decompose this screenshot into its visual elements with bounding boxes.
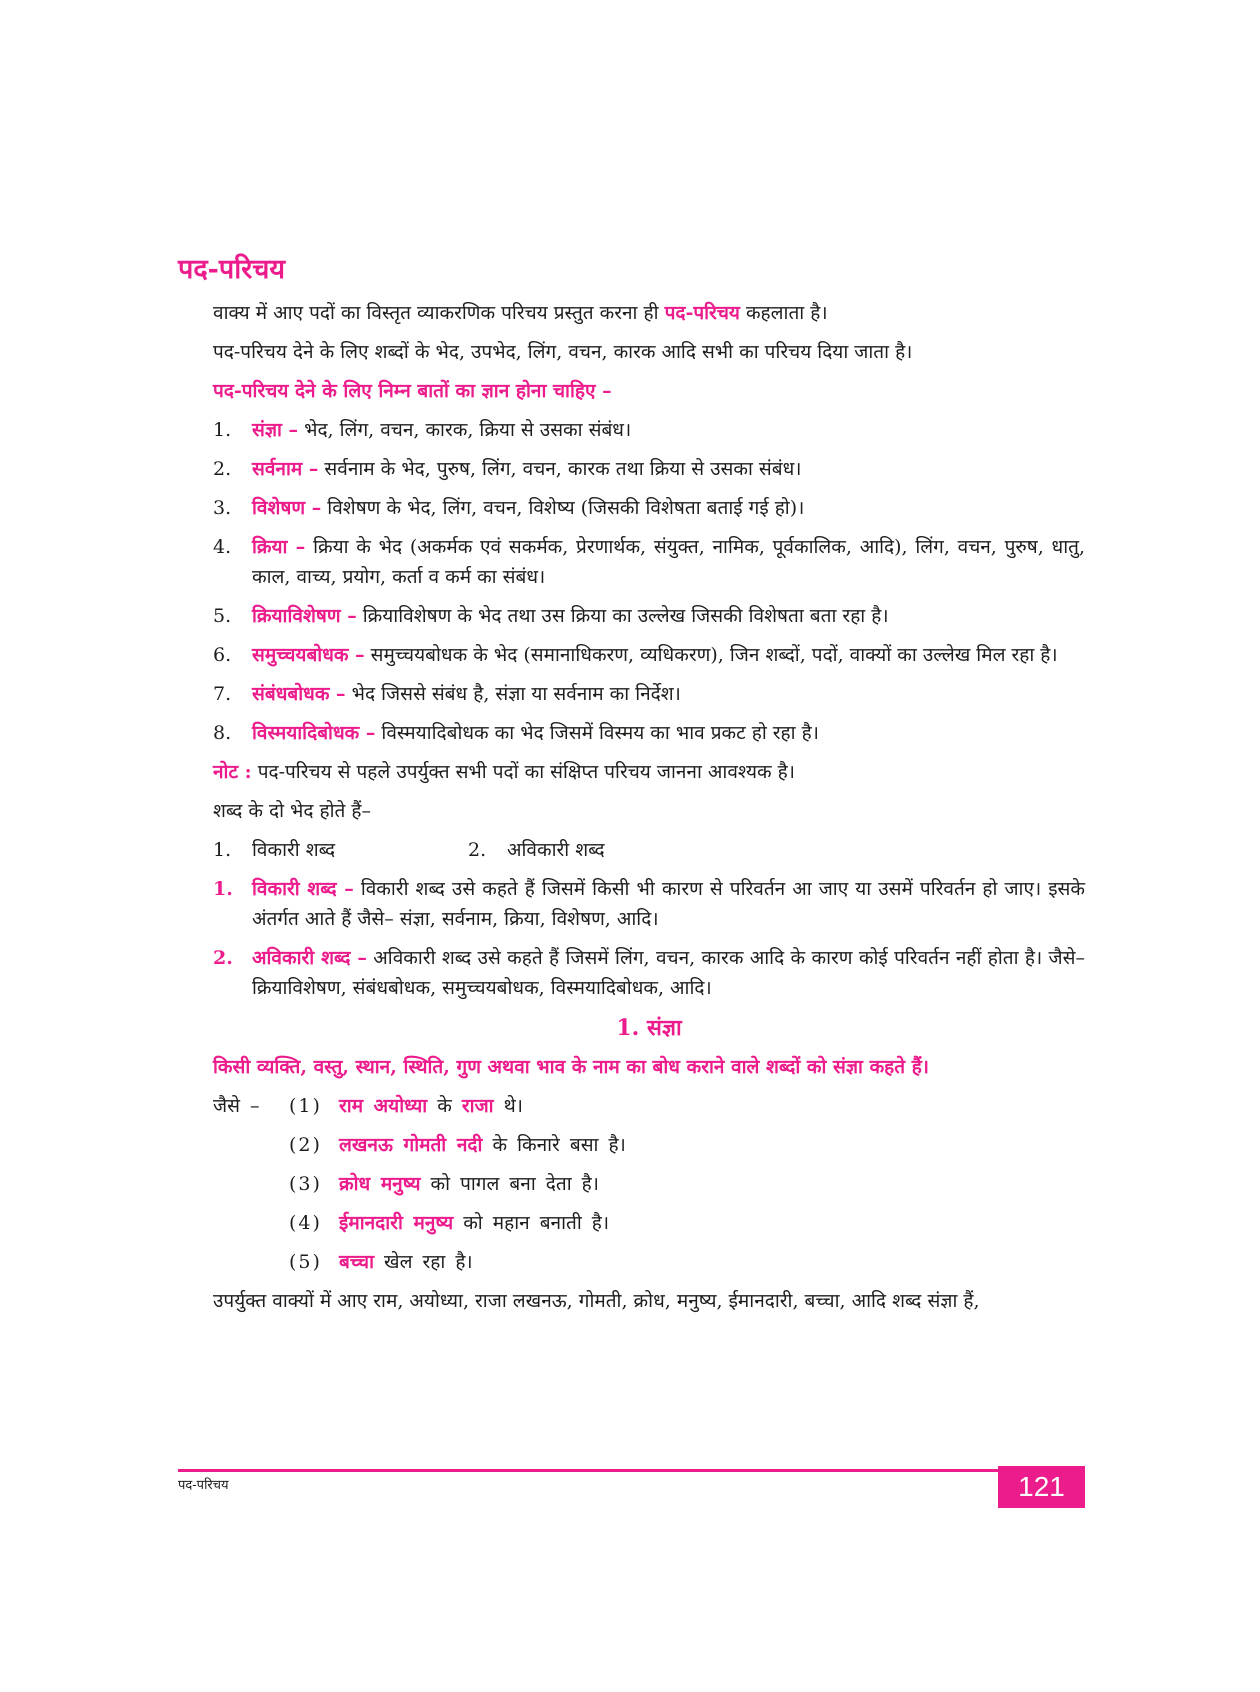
example-term: क्रोध मनुष्य [339, 1173, 421, 1195]
note-text: पद-परिचय से पहले उपर्युक्त सभी पदों का संक्षिप्त परिचय जानना आवश्यक है। [257, 761, 795, 783]
example-row [213, 1130, 1085, 1160]
example-row [213, 1208, 1085, 1238]
intro-text-end: कहलाता है। [745, 302, 828, 324]
intro-term: पद-परिचय [664, 302, 740, 324]
list-term: समुच्चयबोधक – [252, 644, 365, 666]
intro-line-2: पद-परिचय देने के लिए शब्दों के भेद, उपभेद, लिंग, वचन, कारक आदि सभी का परिचय दिया जाता है। [213, 341, 913, 363]
list-number: 3. [213, 497, 232, 519]
list-number: 7. [213, 683, 232, 705]
example-plain: के [427, 1095, 462, 1117]
note-label: नोट : [213, 761, 252, 783]
list-text: समुच्चयबोधक के भेद (समानाधिकरण, व्यधिकरण), जिन शब्दों, पदों, वाक्यों का उल्लेख मिल रहा है। [370, 644, 1058, 666]
example-number: (1) [289, 1095, 322, 1117]
points-list [213, 415, 1085, 748]
example-plain: खेल रहा है। [374, 1251, 473, 1273]
list-text: विकारी शब्द [252, 839, 336, 861]
list-item [213, 718, 1085, 748]
example-number: (2) [289, 1134, 322, 1156]
example-text [339, 1208, 609, 1238]
list-item [213, 493, 1085, 523]
list-number: 1. [213, 419, 232, 441]
section-summary: उपर्युक्त वाक्यों में आए राम, अयोध्या, राजा लखनऊ, गोमती, क्रोध, मनुष्य, ईमानदारी, बच्चा, आदि शब्द संज्ञा हैं, [213, 1290, 980, 1312]
list-number: 2. [213, 947, 233, 969]
section-title: 1. संज्ञा [616, 1015, 682, 1041]
page-content [213, 298, 1085, 1325]
list-text: विकारी शब्द उसे कहते हैं जिसमें किसी भी कारण से परिवर्तन आ जाए या उसमें परिवर्तन हो जाए। इसके अंतर्गत आते हैं जैसे– संज्ञा, सर्वनाम, क्रिया, विशेषण, आदि। [252, 878, 1085, 930]
list-text: क्रिया के भेद (अकर्मक एवं सकर्मक, प्रेरणार्थक, संयुक्त, नामिक, पूर्वकालिक, आदि), लिंग, वचन, पुरुष, धातु, काल, वाच्य, प्रयोग, कर्ता व कर्म का संबंध। [252, 536, 1086, 588]
example-row [213, 1091, 1085, 1121]
page-title: पद-परिचय [178, 254, 286, 285]
example-row [213, 1169, 1085, 1199]
list-term: संज्ञा – [252, 419, 299, 441]
footer-divider [178, 1469, 998, 1472]
example-text [339, 1169, 599, 1199]
footer-chapter-label: पद-परिचय [178, 1478, 229, 1493]
example-term: लखनऊ गोमती नदी [339, 1134, 483, 1156]
types-detail-item [213, 874, 1085, 934]
list-number: 4. [213, 536, 232, 558]
list-term: अविकारी शब्द – [252, 947, 367, 969]
list-item [213, 601, 1085, 631]
list-term: विशेषण – [252, 497, 322, 519]
list-item [213, 835, 468, 865]
example-text [339, 1130, 626, 1160]
list-item [213, 415, 1085, 445]
list-number: 5. [213, 605, 232, 627]
list-text: भेद जिससे संबंध है, संज्ञा या सर्वनाम का निर्देश। [351, 683, 681, 705]
example-number: (4) [289, 1212, 322, 1234]
list-text: अविकारी शब्द [507, 839, 605, 861]
list-item [213, 640, 1085, 670]
example-plain: के किनारे बसा है। [482, 1134, 626, 1156]
list-text: भेद, लिंग, वचन, कारक, क्रिया से उसका संबंध। [304, 419, 632, 441]
list-number: 2. [213, 458, 232, 480]
list-item [468, 835, 723, 865]
list-number: 8. [213, 722, 232, 744]
section-definition: किसी व्यक्ति, वस्तु, स्थान, स्थिति, गुण अथवा भाव के नाम का बोध कराने वाले शब्दों को संज्ञा कहते हैं। [213, 1056, 930, 1078]
list-item [213, 454, 1085, 484]
list-number: 1. [213, 839, 232, 861]
example-term: राजा [461, 1095, 494, 1117]
page-number: 121 [998, 1466, 1085, 1508]
example-term: बच्चा [339, 1251, 374, 1273]
list-text: अविकारी शब्द उसे कहते हैं जिसमें लिंग, वचन, कारक आदि के कारण कोई परिवर्तन नहीं होता है। जैसे– क्रियाविशेषण, संबंधबोधक, समुच्चयबोधक, विस्मयादिबोधक, आदि। [252, 947, 1085, 999]
list-term: सर्वनाम – [252, 458, 319, 480]
list-number: 2. [468, 839, 487, 861]
example-plain: थे। [493, 1095, 523, 1117]
list-number: 1. [213, 878, 233, 900]
example-lead: जैसे – [213, 1095, 260, 1117]
note-paragraph [213, 757, 1085, 787]
list-item [213, 679, 1085, 709]
intro-paragraph [213, 298, 1085, 328]
list-text: विशेषण के भेद, लिंग, वचन, विशेष्य (जिसकी विशेषता बताई गई हो)। [327, 497, 805, 519]
example-term: ईमानदारी मनुष्य [339, 1212, 454, 1234]
example-term: राम अयोध्या [339, 1095, 428, 1117]
list-term: क्रियाविशेषण – [252, 605, 357, 627]
list-text: सर्वनाम के भेद, पुरुष, लिंग, वचन, कारक तथा क्रिया से उसका संबंध। [324, 458, 802, 480]
points-subheading: पद-परिचय देने के लिए निम्न बातों का ज्ञान होना चाहिए – [213, 380, 612, 402]
intro-text: वाक्य में आए पदों का विस्तृत व्याकरणिक परिचय प्रस्तुत करना ही [213, 302, 659, 324]
list-item [213, 532, 1085, 592]
list-term: विकारी शब्द – [252, 878, 354, 900]
list-text: विस्मयादिबोधक का भेद जिसमें विस्मय का भाव प्रकट हो रहा है। [381, 722, 819, 744]
types-intro: शब्द के दो भेद होते हैं– [213, 800, 372, 822]
example-plain: को महान बनाती है। [453, 1212, 610, 1234]
list-term: क्रिया – [252, 536, 306, 558]
example-plain: को पागल बना देता है। [420, 1173, 599, 1195]
types-detail-item [213, 943, 1085, 1003]
example-row [213, 1247, 1085, 1277]
example-text [339, 1247, 473, 1277]
example-number: (3) [289, 1173, 322, 1195]
example-text [339, 1091, 523, 1121]
list-number: 6. [213, 644, 232, 666]
list-term: संबंधबोधक – [252, 683, 346, 705]
example-number: (5) [289, 1251, 322, 1273]
list-term: विस्मयादिबोधक – [252, 722, 376, 744]
list-text: क्रियाविशेषण के भेद तथा उस क्रिया का उल्लेख जिसकी विशेषता बता रहा है। [362, 605, 889, 627]
types-list [213, 835, 1085, 865]
